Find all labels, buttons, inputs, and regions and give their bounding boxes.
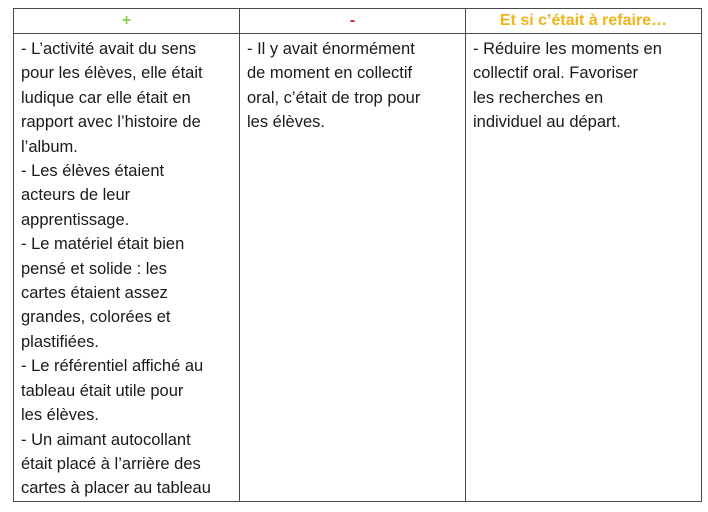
positives-text	[21, 37, 233, 501]
text-line: pour les élèves, elle était	[21, 64, 203, 83]
text-line: grandes, colorées et	[21, 308, 171, 327]
text-line: les recherches en	[473, 88, 604, 107]
text-line: - Le matériel était bien	[21, 235, 185, 254]
text-line: oral, c’était de trop pour	[247, 88, 421, 107]
text-line: les élèves.	[247, 113, 325, 132]
if-redone-cell	[466, 34, 702, 502]
text-line: rapport avec l’histoire de	[21, 113, 201, 132]
text-line: cartes étaient assez	[21, 284, 168, 303]
header-negatives: -	[240, 9, 466, 34]
text-line: était placé à l’arrière des	[21, 454, 201, 473]
if-redone-text	[473, 37, 695, 135]
text-line: - Il y avait énormément	[247, 40, 415, 58]
content-row	[14, 34, 702, 502]
header-positives: +	[14, 9, 240, 34]
text-line: collectif oral. Favoriser	[473, 64, 639, 83]
text-line: pensé et solide : les	[21, 259, 167, 278]
text-line: plastifiées.	[21, 332, 99, 351]
header-row	[14, 9, 702, 34]
positives-cell	[14, 34, 240, 502]
header-if-redone: Et si c’était à refaire…	[466, 9, 702, 34]
text-line: ludique car elle était en	[21, 88, 191, 107]
text-line: cartes à placer au tableau	[21, 479, 211, 498]
negatives-text	[247, 37, 459, 135]
text-line: acteurs de leur	[21, 186, 131, 205]
text-line: - L’activité avait du sens	[21, 40, 197, 58]
text-line: individuel au départ.	[473, 113, 621, 132]
text-line: l’album.	[21, 137, 78, 156]
text-line: apprentissage.	[21, 210, 130, 229]
text-line: - Le référentiel affiché au	[21, 357, 204, 376]
text-line: tableau était utile pour	[21, 381, 184, 400]
negatives-cell	[240, 34, 466, 502]
text-line: - Un aimant autocollant	[21, 430, 191, 449]
text-line: - Les élèves étaient	[21, 162, 165, 181]
text-line: de moment en collectif	[247, 64, 413, 83]
text-line: les élèves.	[21, 406, 99, 425]
text-line: - Réduire les moments en	[473, 40, 662, 58]
evaluation-table	[13, 8, 702, 502]
